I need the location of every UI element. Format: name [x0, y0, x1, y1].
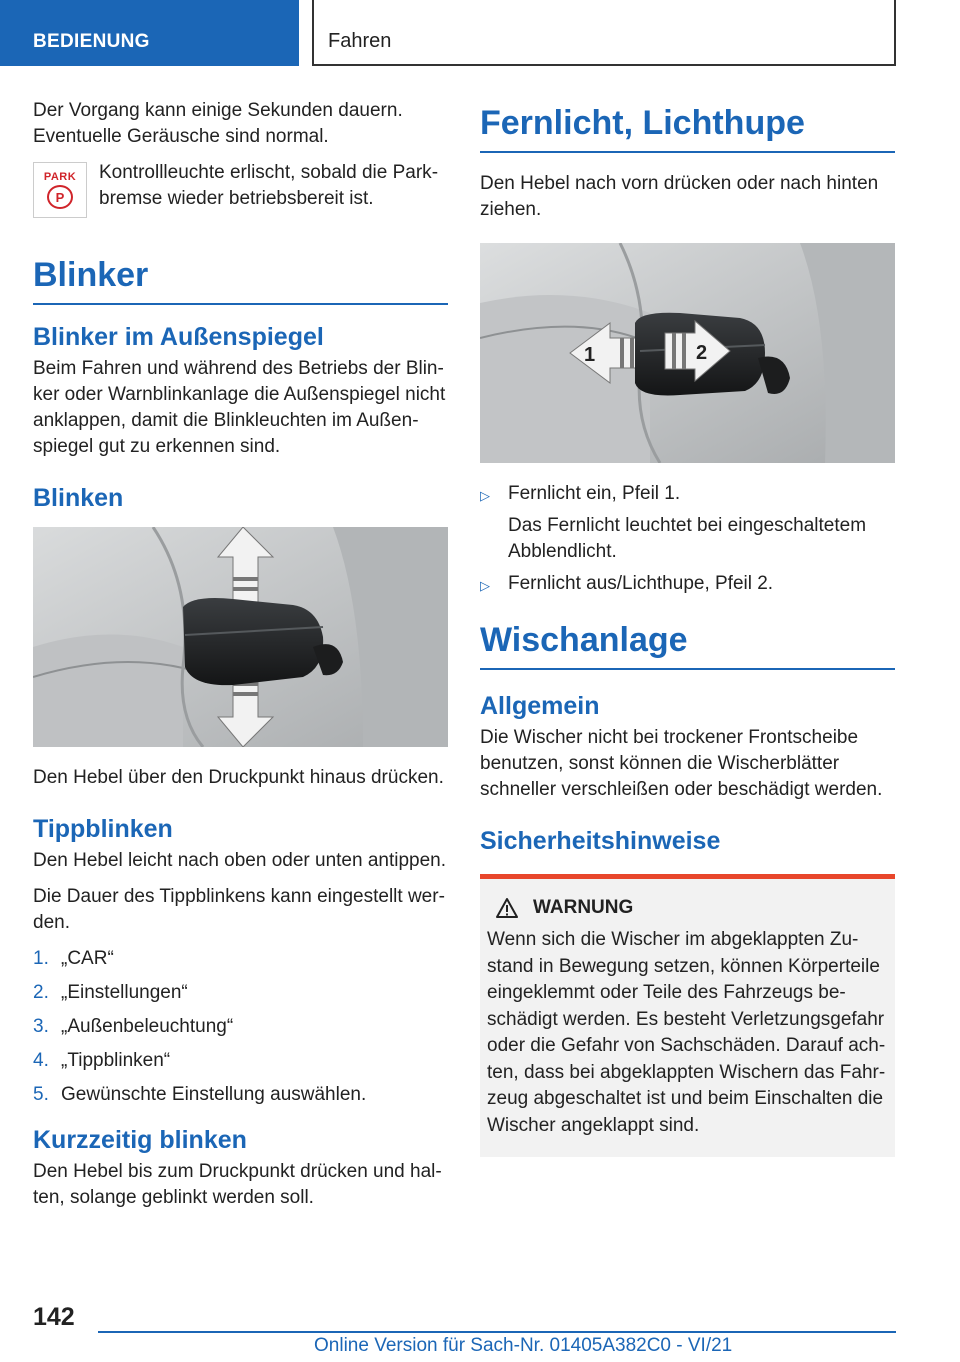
- step-text: „Einstellungen“: [61, 982, 188, 1003]
- tipp-steps: [33, 946, 448, 1108]
- footer-divider: [98, 1331, 896, 1333]
- triangle-bullet-icon: ▷: [480, 578, 490, 593]
- heading-blinker: Blinker: [33, 256, 448, 305]
- mirror-text: Beim Fahren und während des Betriebs der Blinker oder Warnblinkanlage die Außenspiegel nicht anklappen, damit die Blinkleuchten im Außenspiegel gut zu erkennen sind.: [33, 358, 446, 457]
- park-icon-symbol: P: [47, 185, 73, 209]
- footer-text: Online Version für Sach-Nr. 01405A382C0 - VI/21: [314, 1335, 733, 1356]
- fern-text: Den Hebel nach vorn drücken oder nach hinten ziehen.: [480, 173, 879, 220]
- step-text: „Außenbeleuchtung“: [61, 1016, 234, 1037]
- step-number: 5.: [33, 1084, 49, 1105]
- fern-list: [480, 481, 895, 599]
- list-item: [33, 1082, 448, 1108]
- intro-text: Der Vorgang kann einige Sekunden dauern. Eventuelle Geräusche sind normal.: [33, 100, 403, 147]
- page-number: 142: [33, 1303, 75, 1331]
- right-column: [480, 98, 895, 1157]
- fern-item-text: Fernlicht aus/Lichthupe, Pfeil 2.: [508, 573, 774, 594]
- tipp-text-1: Den Hebel leicht nach oben oder unten antippen.: [33, 850, 447, 871]
- lever-updown-photo: [33, 527, 448, 747]
- heading-sicherheitshinweise: Sicherheitshinweise: [480, 827, 721, 855]
- warning-text: Wenn sich die Wischer im abgeklappten Zustand in Bewegung setzen, können Körperteile eingeklemmt oder Teile des Fahrzeugs beschädigt werden. Es besteht Verletzungsgefahr oder die Gefahr von Sachschäden. Darauf achten, dass bei abgeklappten Wischern das Fahrzeug abgeschaltet ist und beim Einschalten die Wischer angeklappt sind.: [487, 929, 886, 1136]
- list-item: [480, 571, 895, 599]
- arrow-label-2: 2: [696, 342, 708, 364]
- warning-title: WARNUNG: [533, 897, 634, 918]
- park-text: Kontrollleuchte erlischt, sobald die Parkbremse wieder betriebsbereit ist.: [99, 162, 439, 209]
- step-text: Gewünschte Einstellung auswählen.: [61, 1084, 367, 1105]
- park-notice: [33, 160, 448, 218]
- triangle-bullet-icon: ▷: [480, 488, 490, 503]
- allg-text: Die Wischer nicht bei trockener Frontscheibe benutzen, sonst können die Wischerblätter schneller verschleißen oder beschädigt werden.: [480, 727, 883, 800]
- warning-triangle-icon: [495, 897, 519, 919]
- chapter-tab: [312, 0, 896, 66]
- heading-blinken: Blinken: [33, 484, 124, 512]
- chapter-label: Fahren: [328, 30, 392, 52]
- fern-item-text: Fernlicht ein, Pfeil 1.: [508, 483, 681, 504]
- step-text: „Tippblinken“: [61, 1050, 171, 1071]
- step-number: 4.: [33, 1050, 49, 1071]
- list-item: [33, 1048, 448, 1074]
- step-number: 3.: [33, 1016, 49, 1037]
- left-column: [33, 98, 448, 1221]
- fern-item-sub: Das Fernlicht leuchtet bei eingeschaltetem Abblendlicht.: [508, 515, 867, 562]
- tipp-text-2: Die Dauer des Tippblinkens kann eingestellt werden.: [33, 886, 445, 933]
- warning-header: [495, 897, 887, 919]
- park-icon-label: PARK: [43, 171, 77, 183]
- section-tab: [0, 0, 299, 66]
- warning-box: [480, 874, 895, 1157]
- heading-blinker-mirror: Blinker im Außenspiegel: [33, 323, 324, 351]
- list-item: [33, 946, 448, 972]
- list-item: [33, 980, 448, 1006]
- blinken-text: Den Hebel über den Druckpunkt hinaus drücken.: [33, 767, 444, 788]
- heading-fernlicht: Fernlicht, Lichthupe: [480, 104, 895, 153]
- step-number: 1.: [33, 948, 49, 969]
- parking-brake-warning-icon: [33, 162, 87, 218]
- list-item: [33, 1014, 448, 1040]
- arrow-label-1: 1: [584, 344, 596, 366]
- kurz-text: Den Hebel bis zum Druckpunkt drücken und halten, solange geblinkt werden soll.: [33, 1161, 442, 1208]
- lever-forward-back-photo: [480, 243, 895, 463]
- section-label: BEDIENUNG: [33, 31, 150, 52]
- list-item: [480, 481, 895, 565]
- heading-tippblinken: Tippblinken: [33, 815, 173, 843]
- step-number: 2.: [33, 982, 49, 1003]
- heading-wischanlage: Wischanlage: [480, 621, 895, 670]
- heading-allgemein: Allgemein: [480, 692, 600, 720]
- heading-kurzzeitig: Kurzzeitig blinken: [33, 1126, 247, 1154]
- step-text: „CAR“: [61, 948, 114, 969]
